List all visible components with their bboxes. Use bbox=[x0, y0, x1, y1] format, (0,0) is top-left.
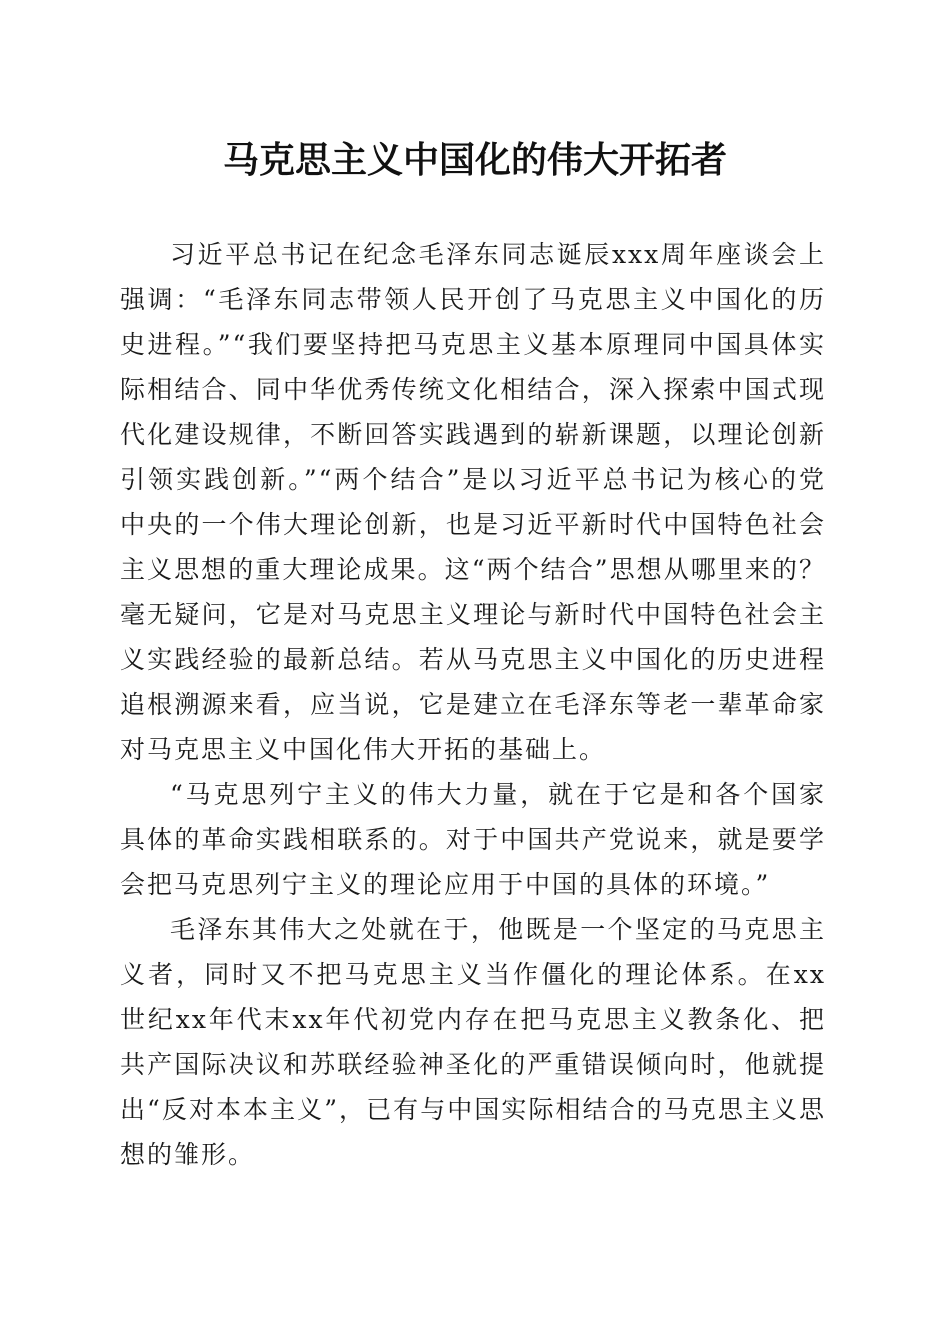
paragraph-1: 习近平总书记在纪念毛泽东同志诞辰xxx周年座谈会上强调：“毛泽东同志带领人民开创了马克思主义中国化的历史进程。”“我们要坚持把马克思主义基本原理同中国具体实际相结合、同中华优秀传统文化相结合，深入探索中国式现代化建设规律，不断回答实践遇到的崭新课题，以理论创新引领实践创新。”“两个结合”是以习近平总书记为核心的党中央的一个伟大理论创新，也是习近平新时代中国特色社会主义思想的重大理论成果。这“两个结合”思想从哪里来的？毫无疑问，它是对马克思主义理论与新时代中国特色社会主义实践经验的最新总结。若从马克思主义中国化的历史进程追根溯源来看，应当说，它是建立在毛泽东等老一辈革命家对马克思主义中国化伟大开拓的基础上。 bbox=[120, 240, 826, 764]
document-body bbox=[120, 232, 826, 1177]
paragraph-2: “马克思列宁主义的伟大力量，就在于它是和各个国家具体的革命实践相联系的。对于中国共产党说来，就是要学会把马克思列宁主义的理论应用于中国的具体的环境。” bbox=[120, 780, 826, 899]
paragraph-3: 毛泽东其伟大之处就在于，他既是一个坚定的马克思主义者，同时又不把马克思主义当作僵化的理论体系。在xx世纪xx年代末xx年代初党内存在把马克思主义教条化、把共产国际决议和苏联经验神圣化的严重错误倾向时，他就提出“反对本本主义”，已有与中国实际相结合的马克思主义思想的雏形。 bbox=[120, 915, 826, 1169]
page-title: 马克思主义中国化的伟大开拓者 bbox=[222, 139, 727, 181]
